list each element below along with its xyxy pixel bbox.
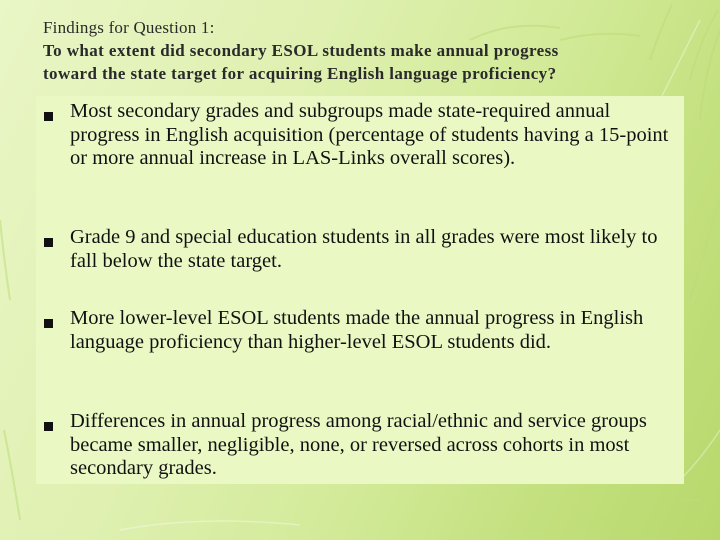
square-bullet-icon	[44, 112, 53, 121]
title-question-line-2: toward the state target for acquiring English language proficiency?	[43, 64, 557, 83]
square-bullet-icon	[44, 319, 53, 328]
bullet-text: Grade 9 and special education students in all grades were most likely to fall below the state target.	[70, 226, 658, 272]
bullet-text: Differences in annual progress among racial/ethnic and service groups became smaller, negligible, none, or reversed across cohorts in most secondary grades.	[70, 410, 647, 479]
title-heading: Findings for Question 1:	[43, 18, 215, 37]
content-box	[36, 96, 684, 484]
bullet-text: Most secondary grades and subgroups made state-required annual progress in English acquisition (percentage of students having a 15-point or more annual increase in LAS-Links overall scores).	[70, 100, 669, 169]
square-bullet-icon	[44, 422, 53, 431]
title-question-line-1: To what extent did secondary ESOL students make annual progress	[43, 41, 559, 60]
bullet-text: More lower-level ESOL students made the annual progress in English language proficiency than higher-level ESOL students did.	[70, 307, 644, 353]
slide-title	[43, 16, 683, 85]
square-bullet-icon	[44, 238, 53, 247]
